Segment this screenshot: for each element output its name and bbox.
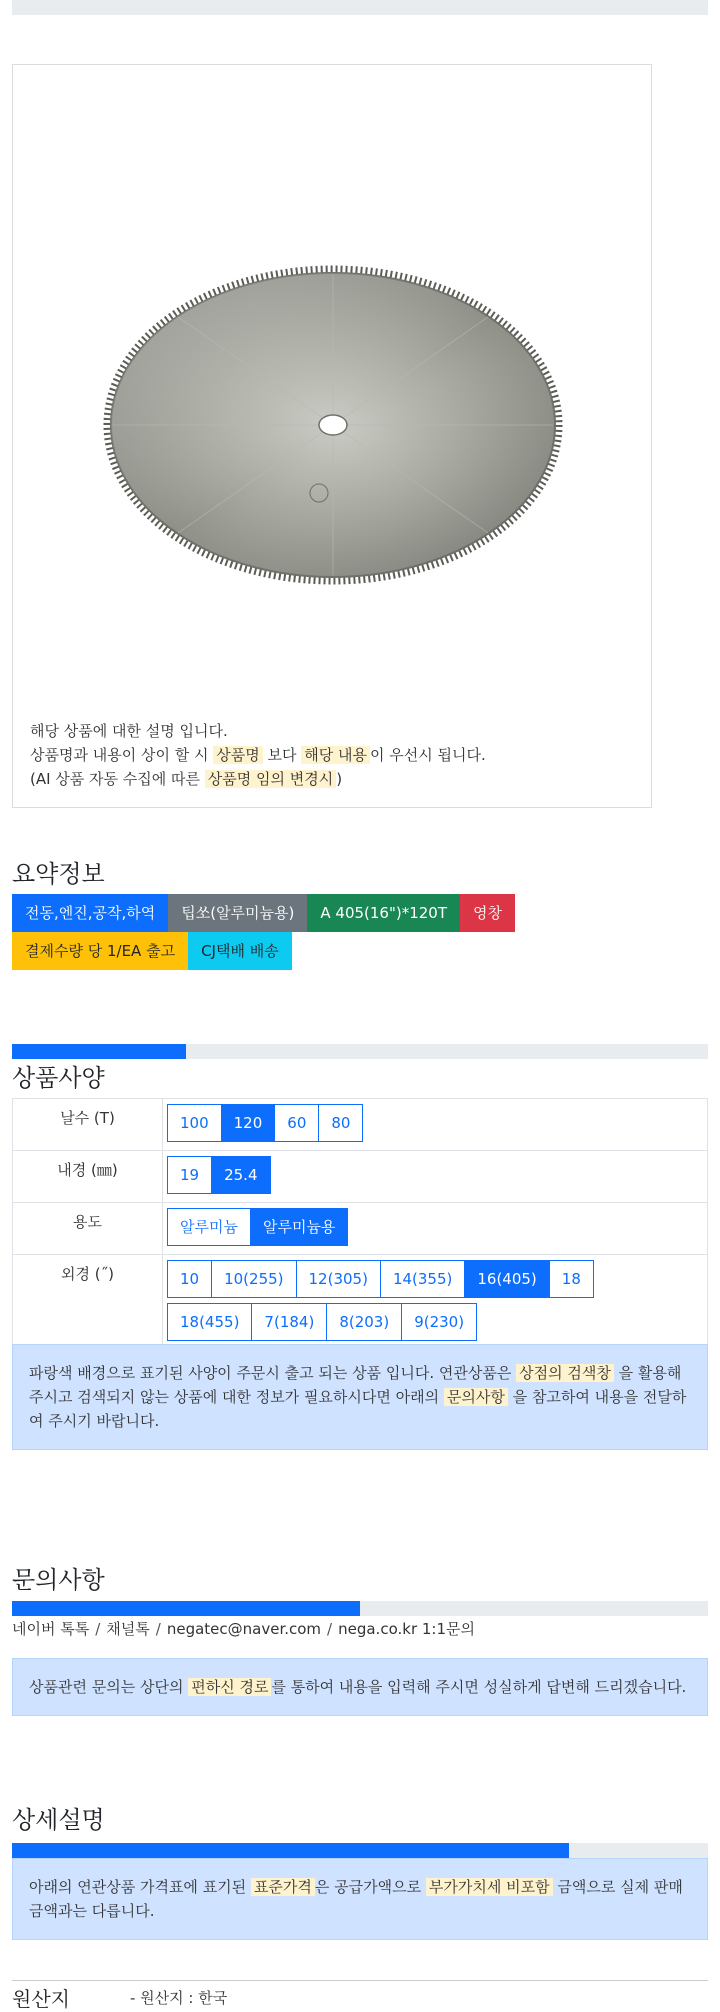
- badge-model: A 405(16")*120T: [307, 894, 460, 932]
- detail-title: 상세설명: [12, 1806, 105, 1834]
- option-diameter-14-355[interactable]: 14(355): [380, 1260, 465, 1298]
- spec-options-diameter: [167, 1259, 617, 1345]
- detail-progress-fill: [12, 1843, 569, 1858]
- option-teeth-120[interactable]: 120: [221, 1104, 276, 1142]
- option-diameter-18-455[interactable]: 18(455): [167, 1303, 252, 1341]
- inquiry-progress-bar: [12, 1601, 708, 1616]
- detail-progress-bar: [12, 1843, 708, 1858]
- origin-row: [12, 1980, 708, 2012]
- option-bore-19[interactable]: 19: [167, 1156, 212, 1194]
- option-teeth-80[interactable]: 80: [318, 1104, 363, 1142]
- spec-label-teeth: 날수 (T): [13, 1099, 163, 1151]
- saw-blade-image: [93, 235, 573, 615]
- highlight-content: 해당 내용: [301, 746, 370, 764]
- contact-site-inquiry[interactable]: nega.co.kr 1:1문의: [338, 1620, 475, 1638]
- badge-category: 전동,엔진,공작,하역: [12, 894, 168, 932]
- badge-type: 팁쏘(알루미늄용): [168, 894, 307, 932]
- option-diameter-10[interactable]: 10: [167, 1260, 212, 1298]
- option-diameter-10-255[interactable]: 10(255): [211, 1260, 296, 1298]
- option-usage-for-aluminum[interactable]: 알루미늄용: [250, 1208, 348, 1246]
- badge-brand: 영창: [460, 894, 515, 932]
- highlight-product-name: 상품명: [213, 746, 262, 764]
- highlight-search-box: 상점의 검색창: [516, 1364, 614, 1382]
- option-diameter-8-203[interactable]: 8(203): [326, 1303, 402, 1341]
- badge-shipping: CJ택배 배송: [188, 932, 292, 970]
- option-usage-aluminum[interactable]: 알루미늄: [167, 1208, 251, 1246]
- product-description: 해당 상품에 대한 설명 입니다. 상품명과 내용이 상이 할 시 상품명 보다 해당 내용 이 우선시 됩니다. (AI 상품 자동 수집에 따른 상품명 임의 변경시 ): [30, 722, 486, 788]
- option-diameter-12-305[interactable]: 12(305): [296, 1260, 381, 1298]
- summary-badges-row1: [12, 894, 515, 932]
- spec-notice: 파랑색 배경으로 표기된 사양이 주문시 출고 되는 상품 입니다. 연관상품은 상점의 검색창 을 활용해 주시고 검색되지 않는 상품에 대한 정보가 필요하시다면 아래의 문의사항 을 참고하여 내용을 전달하여 주시기 바랍니다.: [12, 1344, 708, 1450]
- product-image-card: [12, 64, 652, 808]
- option-diameter-16-405[interactable]: 16(405): [464, 1260, 549, 1298]
- spec-options-bore: [167, 1155, 703, 1198]
- summary-badges-row2: [12, 932, 292, 970]
- spec-label-diameter: 외경 (˝): [13, 1255, 163, 1350]
- inquiry-progress-fill: [12, 1601, 360, 1616]
- spec-title: 상품사양: [12, 1064, 105, 1092]
- contact-naver-talk[interactable]: 네이버 톡톡: [12, 1620, 90, 1638]
- origin-value: - 원산지 : 한국: [130, 1989, 228, 2007]
- highlight-name-change: 상품명 임의 변경시: [205, 770, 336, 788]
- spec-progress-fill: [12, 1044, 186, 1059]
- option-teeth-60[interactable]: 60: [274, 1104, 319, 1142]
- spec-label-bore: 내경 (㎜): [13, 1151, 163, 1203]
- contact-email[interactable]: negatec@naver.com: [166, 1620, 322, 1638]
- highlight-route: 편하신 경로: [188, 1678, 271, 1696]
- top-divider-bar: [12, 0, 708, 15]
- option-diameter-7-184[interactable]: 7(184): [251, 1303, 327, 1341]
- origin-label: 원산지: [12, 1987, 70, 2011]
- spec-row-teeth: [13, 1099, 708, 1151]
- option-teeth-100[interactable]: 100: [167, 1104, 222, 1142]
- contact-links: 네이버 톡톡 / 채널톡 / negatec@naver.com / nega.co.kr 1:1문의: [12, 1620, 475, 1638]
- highlight-vat-excluded: 부가가치세 비포함: [426, 1878, 553, 1896]
- option-bore-25-4[interactable]: 25.4: [211, 1156, 270, 1194]
- inquiry-title: 문의사항: [12, 1566, 105, 1594]
- highlight-inquiry: 문의사항: [444, 1388, 508, 1406]
- spec-label-usage: 용도: [13, 1203, 163, 1255]
- spec-table: [12, 1098, 708, 1350]
- option-diameter-9-230[interactable]: 9(230): [401, 1303, 477, 1341]
- spec-progress-bar: [12, 1044, 708, 1059]
- spec-row-diameter: [13, 1255, 708, 1350]
- inquiry-notice: 상품관련 문의는 상단의 편하신 경로 를 통하여 내용을 입력해 주시면 성실하게 답변해 드리겠습니다.: [12, 1658, 708, 1716]
- spec-row-usage: [13, 1203, 708, 1255]
- spec-row-bore: [13, 1151, 708, 1203]
- option-diameter-18[interactable]: 18: [549, 1260, 594, 1298]
- spec-options-usage: [167, 1207, 703, 1250]
- contact-channel-talk[interactable]: 채널톡: [106, 1620, 150, 1638]
- highlight-standard-price: 표준가격: [251, 1878, 315, 1896]
- badge-quantity: 결제수량 당 1/EA 출고: [12, 932, 188, 970]
- summary-title: 요약정보: [12, 860, 105, 888]
- detail-notice: 아래의 연관상품 가격표에 표기된 표준가격 은 공급가액으로 부가가치세 비포함 금액으로 실제 판매금액과는 다릅니다.: [12, 1858, 708, 1940]
- spec-options-teeth: [167, 1103, 703, 1146]
